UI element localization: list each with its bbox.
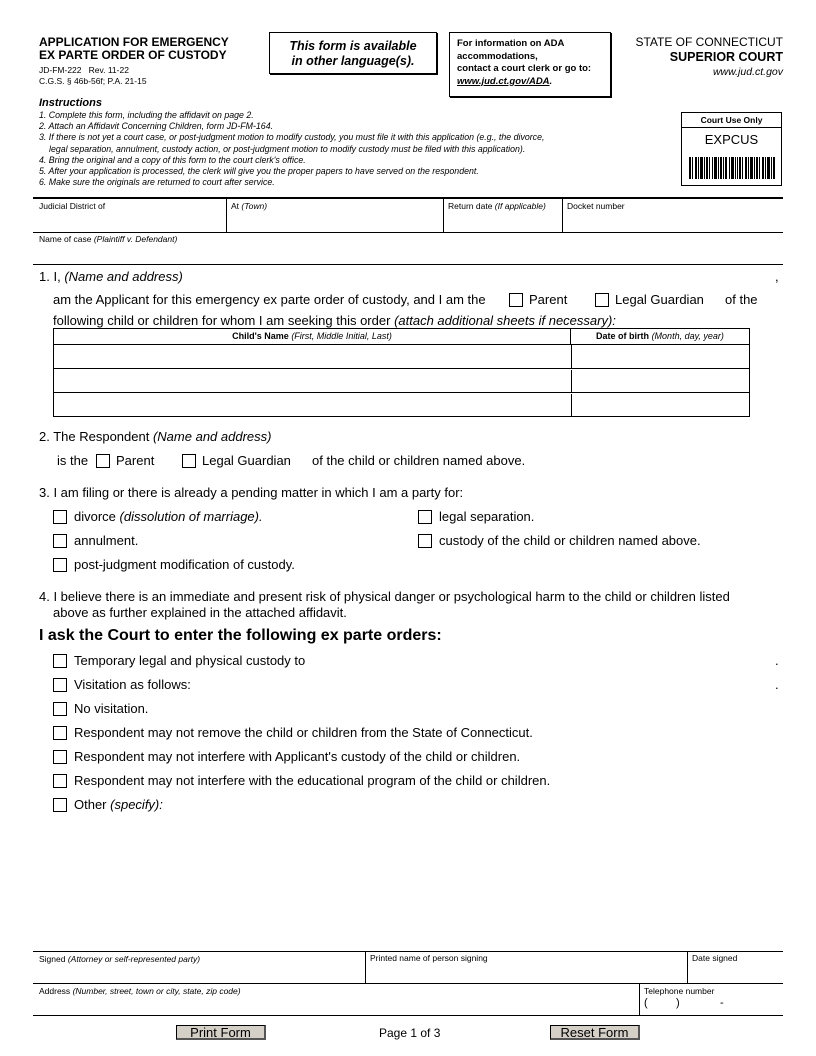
- telephone-label: Telephone number: [644, 986, 715, 996]
- children-table: [53, 328, 750, 417]
- return-date-text: Return date: [448, 201, 493, 211]
- col-header-name: [54, 329, 571, 345]
- divider: [443, 198, 444, 232]
- signed-label: [39, 954, 200, 964]
- printed-name-label: Printed name of person signing: [370, 953, 488, 963]
- post-judgment-checkbox[interactable]: [53, 558, 67, 572]
- other-hint: (specify):: [110, 797, 163, 812]
- divider: [33, 983, 783, 984]
- child-dob-input[interactable]: [576, 348, 746, 366]
- respondent-parent-label: Parent: [116, 453, 155, 468]
- custody-checkbox[interactable]: [418, 534, 432, 548]
- instruction-item: 6. Make sure the originals are returned to court after service.: [39, 177, 275, 188]
- no-remove-checkbox[interactable]: [53, 726, 67, 740]
- col-name-text: Child's Name: [232, 331, 289, 341]
- section1-comma: ,: [775, 269, 779, 284]
- divorce-text: divorce: [74, 509, 116, 524]
- court-name: SUPERIOR COURT: [669, 50, 783, 64]
- instruction-item: 3. If there is not yet a court case, or post-judgment motion to modify custody, you must file it with this application (e.g., the divorce,: [39, 132, 545, 143]
- instruction-item: 2. Attach an Affidavit Concerning Children, form JD-FM-164.: [39, 121, 274, 132]
- temp-custody-checkbox[interactable]: [53, 654, 67, 668]
- child-dob-input[interactable]: [576, 396, 746, 414]
- language-box-line2: in other language(s).: [291, 54, 415, 68]
- instruction-item: 5. After your application is processed, the clerk will give you the proper papers to have served on the respondent.: [39, 166, 479, 177]
- divider: [226, 198, 227, 232]
- language-box: [269, 32, 437, 74]
- respondent-suffix: of the child or children named above.: [312, 453, 526, 468]
- form-id: JD-FM-222: [39, 65, 82, 75]
- children-hint: (attach additional sheets if necessary):: [394, 313, 616, 328]
- signature-input[interactable]: [39, 965, 361, 981]
- table-row: [54, 370, 749, 393]
- date-signed-label: Date signed: [692, 953, 738, 963]
- divider: [687, 952, 688, 983]
- section1-prefix-text: 1. I,: [39, 269, 61, 284]
- court-use-box: [681, 112, 782, 186]
- divorce-hint: (dissolution of marriage).: [119, 509, 263, 524]
- applicant-parent-label: Parent: [529, 292, 568, 307]
- instruction-item: legal separation, annulment, custody action, or post-judgment motion to modify custody must be filed with this application).: [49, 143, 526, 154]
- child-name-input[interactable]: [58, 348, 566, 366]
- respondent-parent-checkbox[interactable]: [96, 454, 110, 468]
- respondent-is-the: is the: [57, 453, 89, 468]
- at-town-label: [231, 201, 267, 211]
- language-box-line1: This form is available: [289, 39, 417, 53]
- docket-number-input[interactable]: [567, 213, 779, 230]
- address-hint: (Number, street, town or city, state, zip code): [72, 986, 241, 996]
- court-use-code: EXPCUS: [704, 132, 759, 147]
- table-row: [54, 345, 749, 369]
- divider: [639, 984, 640, 1015]
- children-text: [53, 313, 616, 328]
- section2-prefix: [39, 429, 271, 444]
- divider: [33, 951, 783, 952]
- divorce-checkbox[interactable]: [53, 510, 67, 524]
- section2-hint: (Name and address): [152, 429, 272, 444]
- applicant-parent-checkbox[interactable]: [509, 293, 523, 307]
- ada-line1: For information on ADA: [457, 38, 565, 49]
- visitation-checkbox[interactable]: [53, 678, 67, 692]
- col-dob-hint: (Month, day, year): [651, 331, 724, 341]
- court-website: www.jud.ct.gov: [712, 66, 783, 78]
- divider: [33, 232, 783, 233]
- applicant-text: am the Applicant for this emergency ex parte order of custody, and I am the: [53, 292, 486, 307]
- visitation-input[interactable]: [203, 678, 774, 694]
- name-of-case-input[interactable]: [39, 246, 779, 263]
- docket-number-label: Docket number: [567, 201, 625, 211]
- form-revision: Rev. 11-22: [88, 65, 129, 75]
- no-visitation-label: No visitation.: [74, 701, 149, 716]
- ada-period: .: [549, 75, 553, 87]
- custody-label: custody of the child or children named above.: [439, 533, 701, 548]
- state-name: STATE OF CONNECTICUT: [635, 35, 783, 49]
- instruction-item: 1. Complete this form, including the affidavit on page 2.: [39, 110, 254, 120]
- child-name-input[interactable]: [58, 373, 566, 391]
- post-judgment-label: post-judgment modification of custody.: [74, 557, 295, 572]
- divider: [33, 264, 783, 265]
- section1-hint: (Name and address): [64, 269, 183, 284]
- annulment-checkbox[interactable]: [53, 534, 67, 548]
- divider: [33, 197, 783, 199]
- printed-name-input[interactable]: [370, 965, 683, 981]
- divider: [571, 394, 572, 416]
- col-dob-text: Date of birth: [596, 331, 650, 341]
- other-label: [74, 797, 163, 812]
- section4-line2: above as further explained in the attached affidavit.: [53, 605, 347, 620]
- judicial-district-label: Judicial District of: [39, 201, 106, 211]
- section4-line1: 4. I believe there is an immediate and present risk of physical danger or psychological harm to the child or children listed: [39, 589, 730, 604]
- visitation-period: .: [775, 677, 779, 692]
- form-title-line2: EX PARTE ORDER OF CUSTODY: [39, 48, 227, 62]
- ada-box: [449, 32, 611, 97]
- address-label: [39, 986, 241, 996]
- applicant-name-input[interactable]: [190, 270, 774, 286]
- no-interfere-education-checkbox[interactable]: [53, 774, 67, 788]
- divider: [365, 952, 366, 983]
- court-use-label: Court Use Only: [682, 113, 781, 128]
- legal-separation-label: legal separation.: [439, 509, 535, 524]
- phone-open-paren: (: [644, 997, 648, 1009]
- ada-link[interactable]: www.jud.ct.gov/ADA: [457, 75, 550, 87]
- ada-line3: contact a court clerk or go to:: [457, 63, 592, 74]
- children-text-main: following child or children for whom I am seeking this order: [53, 313, 391, 328]
- section4-text: [39, 589, 730, 621]
- section2-prefix-text: 2. The Respondent: [39, 429, 150, 444]
- child-dob-input[interactable]: [576, 373, 746, 391]
- phone-close-paren: ): [676, 997, 680, 1009]
- name-of-case-hint: (Plaintiff v. Defendant): [93, 234, 178, 244]
- return-date-hint: (If applicable): [494, 201, 546, 211]
- at-town-text: At: [231, 201, 240, 211]
- barcode-icon: [689, 157, 775, 179]
- section3-text: 3. I am filing or there is already a pending matter in which I am a party for:: [39, 485, 464, 500]
- return-date-input[interactable]: [448, 213, 558, 230]
- return-date-label: [448, 201, 546, 211]
- visitation-label: Visitation as follows:: [74, 677, 191, 692]
- signed-text: Signed: [39, 954, 66, 964]
- temp-custody-input[interactable]: [317, 654, 774, 670]
- section1-applicant-row: [53, 292, 486, 307]
- no-visitation-checkbox[interactable]: [53, 702, 67, 716]
- legal-separation-checkbox[interactable]: [418, 510, 432, 524]
- address-text: Address: [39, 986, 71, 996]
- telephone-field[interactable]: [644, 997, 780, 1009]
- judicial-district-input[interactable]: [39, 213, 222, 230]
- other-text: Other: [74, 797, 107, 812]
- address-input[interactable]: [39, 997, 635, 1013]
- ada-line2: accommodations,: [457, 50, 538, 62]
- instructions-heading: Instructions: [39, 97, 102, 109]
- form-statutes: C.G.S. § 46b-56f; P.A. 21-15: [39, 76, 147, 86]
- date-signed-input[interactable]: [692, 965, 780, 981]
- at-town-hint: (Town): [241, 201, 268, 211]
- respondent-name-input[interactable]: [280, 430, 783, 446]
- applicant-of-the: of the: [725, 292, 758, 307]
- divider: [33, 1015, 783, 1016]
- col-name-hint: (First, Middle Initial, Last): [291, 331, 392, 341]
- annulment-label: annulment.: [74, 533, 139, 548]
- instruction-item: 4. Bring the original and a copy of this form to the court clerk's office.: [39, 154, 306, 165]
- no-interfere-custody-checkbox[interactable]: [53, 750, 67, 764]
- col-header-dob: [571, 329, 749, 345]
- name-of-case-label: [39, 234, 177, 244]
- applicant-guardian-checkbox[interactable]: [595, 293, 609, 307]
- no-interfere-education-label: Respondent may not interfere with the educational program of the child or children.: [74, 773, 551, 788]
- child-name-input[interactable]: [58, 396, 566, 414]
- phone-dash: -: [720, 997, 724, 1009]
- name-of-case-text: Name of case: [39, 234, 92, 244]
- print-form-button[interactable]: Print Form: [176, 1025, 266, 1040]
- other-checkbox[interactable]: [53, 798, 67, 812]
- section1-prefix: [39, 269, 183, 284]
- court-header: [635, 35, 783, 80]
- respondent-guardian-checkbox[interactable]: [182, 454, 196, 468]
- temp-custody-label: Temporary legal and physical custody to: [74, 653, 306, 668]
- form-id-line: [39, 65, 129, 75]
- table-row: [54, 394, 749, 416]
- divider: [562, 198, 563, 232]
- page-number: Page 1 of 3: [379, 1026, 441, 1040]
- divorce-label: [74, 509, 263, 524]
- divider: [571, 370, 572, 393]
- instructions-list: [39, 110, 544, 188]
- orders-heading: I ask the Court to enter the following ex parte orders:: [39, 627, 442, 644]
- reset-form-button[interactable]: Reset Form: [550, 1025, 640, 1040]
- other-textarea[interactable]: [74, 815, 779, 945]
- form-title-line1: APPLICATION FOR EMERGENCY: [39, 35, 229, 49]
- no-interfere-custody-label: Respondent may not interfere with Applicant's custody of the child or children.: [74, 749, 521, 764]
- divider: [571, 345, 572, 369]
- at-town-input[interactable]: [231, 213, 439, 230]
- respondent-guardian-label: Legal Guardian: [202, 453, 291, 468]
- form-title: [39, 36, 229, 62]
- temp-custody-period: .: [775, 653, 779, 668]
- signed-hint: (Attorney or self-represented party): [67, 954, 201, 964]
- applicant-guardian-label: Legal Guardian: [615, 292, 704, 307]
- no-remove-label: Respondent may not remove the child or children from the State of Connecticut.: [74, 725, 533, 740]
